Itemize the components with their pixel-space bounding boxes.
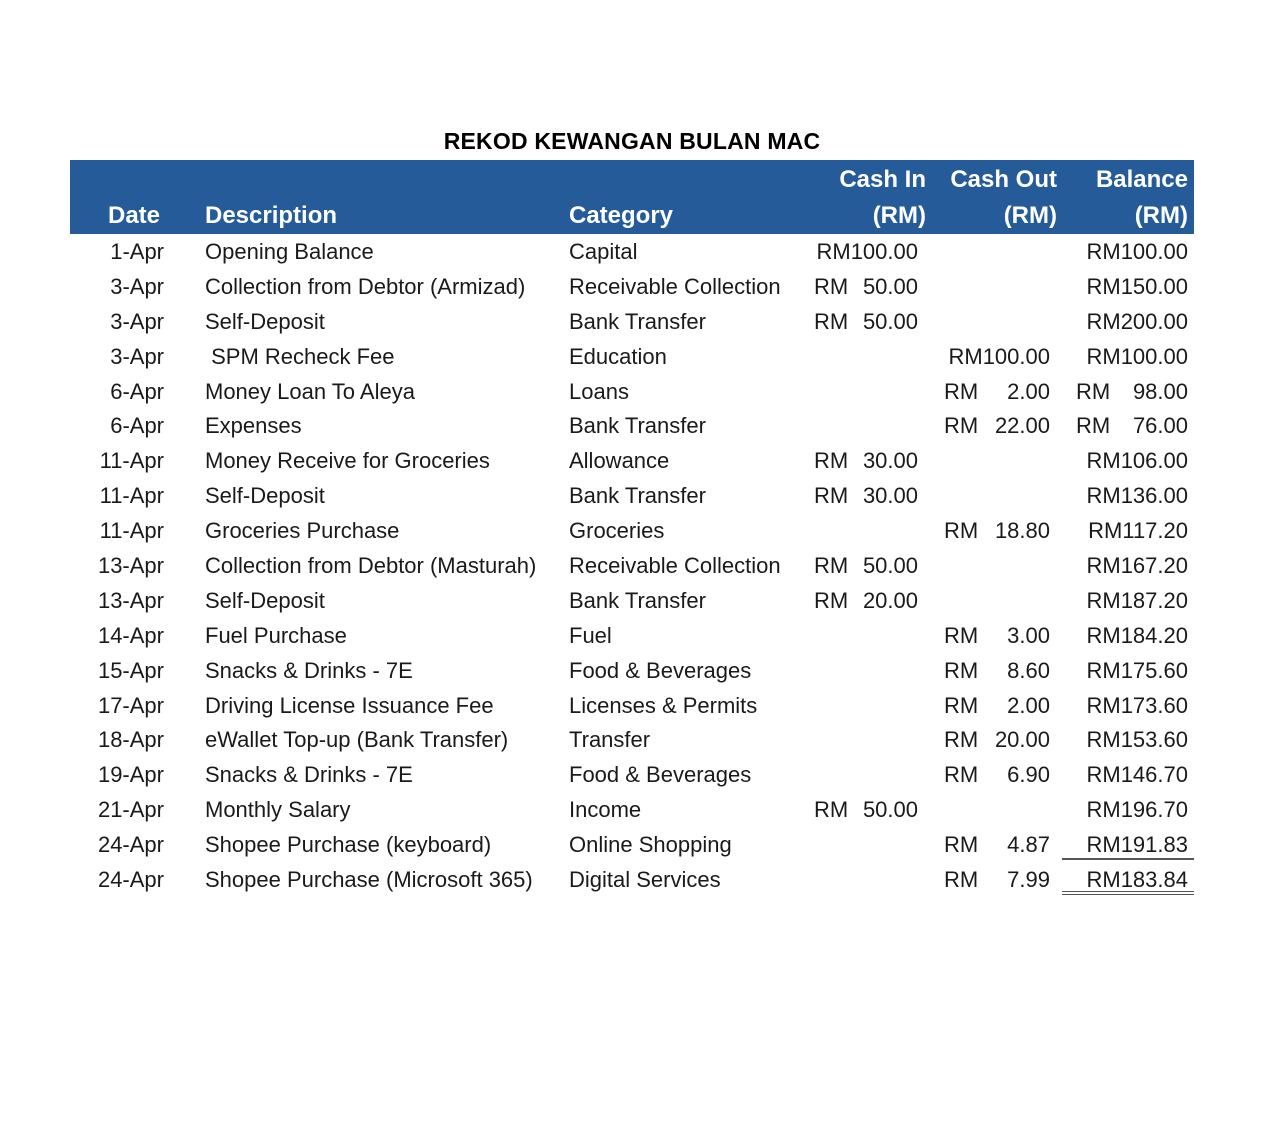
table-row[interactable]	[70, 757, 1194, 792]
cell-date[interactable]: 11-Apr	[99, 483, 164, 509]
cell-balance[interactable]: RM191.83	[1062, 827, 1194, 860]
cell-category[interactable]: Bank Transfer	[569, 587, 706, 613]
cell-category[interactable]: Education	[569, 343, 667, 369]
cell-balance[interactable]: RM175.60	[1086, 657, 1188, 683]
cell-description[interactable]: Self-Deposit	[205, 483, 325, 509]
cell-cash-out[interactable]: RM 22.00	[944, 413, 1050, 439]
cell-cash-out[interactable]: RM 18.80	[944, 518, 1050, 544]
table-row[interactable]	[70, 269, 1194, 304]
table-row[interactable]	[70, 478, 1194, 513]
cell-date[interactable]: 6-Apr	[110, 378, 164, 404]
cell-category[interactable]: Bank Transfer	[569, 308, 706, 334]
cell-category[interactable]: Bank Transfer	[569, 483, 706, 509]
cell-description[interactable]: Self-Deposit	[205, 587, 325, 613]
table-row[interactable]	[70, 513, 1194, 548]
cell-cash-in[interactable]: RM 50.00	[814, 553, 918, 579]
cell-date[interactable]: 18-Apr	[97, 727, 164, 753]
cell-cash-out[interactable]: RM 6.90	[944, 762, 1050, 788]
cell-balance[interactable]: RM 76.00	[1076, 413, 1188, 439]
cell-cash-in[interactable]: RM 50.00	[814, 797, 918, 823]
cell-balance[interactable]: RM136.00	[1086, 483, 1188, 509]
cell-date[interactable]: 14-Apr	[97, 622, 164, 648]
cell-category[interactable]: Capital	[569, 239, 638, 264]
cell-description[interactable]: Collection from Debtor (Armizad)	[205, 273, 526, 299]
cell-category[interactable]: Online Shopping	[569, 832, 732, 858]
cell-balance[interactable]: RM 98.00	[1076, 378, 1188, 404]
cell-cash-out[interactable]: RM 2.00	[944, 378, 1050, 404]
table-row[interactable]	[70, 722, 1194, 757]
cell-date[interactable]: 17-Apr	[97, 692, 164, 718]
cell-cash-in[interactable]: RM100.00	[816, 239, 918, 264]
table-row[interactable]	[70, 443, 1194, 478]
cell-category[interactable]: Receivable Collection	[569, 553, 781, 579]
cell-cash-in[interactable]: RM 30.00	[814, 483, 918, 509]
col-cash-out-header[interactable]: Cash Out	[950, 166, 1057, 193]
table-row[interactable]	[70, 304, 1194, 339]
cell-cash-out[interactable]: RM 3.00	[944, 622, 1050, 648]
table-row[interactable]	[70, 234, 1194, 269]
table-row[interactable]	[70, 827, 1194, 862]
cell-category[interactable]: Licenses & Permits	[569, 692, 758, 718]
cell-cash-in[interactable]: RM 50.00	[814, 273, 918, 299]
cell-date[interactable]: 24-Apr	[97, 867, 164, 893]
cell-date[interactable]: 6-Apr	[110, 413, 164, 439]
cell-date[interactable]: 15-Apr	[97, 657, 164, 683]
sheet-title: REKOD KEWANGAN BULAN MAC	[443, 128, 821, 154]
cell-date[interactable]: 13-Apr	[97, 587, 164, 613]
table-row[interactable]	[70, 374, 1194, 409]
table-body	[70, 234, 1194, 897]
col-category-header[interactable]: Category	[569, 202, 674, 229]
cell-description[interactable]: Opening Balance	[205, 239, 374, 264]
cell-description[interactable]: Snacks & Drinks - 7E	[205, 762, 413, 788]
cell-category[interactable]: Groceries	[569, 518, 665, 544]
table-row[interactable]	[70, 862, 1194, 897]
cell-date[interactable]: 24-Apr	[97, 832, 164, 858]
cell-category[interactable]: Income	[569, 797, 642, 823]
table-row[interactable]	[70, 792, 1194, 827]
col-cash-in-unit: (RM)	[872, 202, 926, 229]
cell-description[interactable]: Money Receive for Groceries	[205, 448, 490, 474]
cell-cash-in[interactable]: RM 50.00	[814, 308, 918, 334]
cell-description[interactable]: Monthly Salary	[205, 797, 351, 823]
cell-description[interactable]: Collection from Debtor (Masturah)	[205, 553, 537, 579]
cell-category[interactable]: Allowance	[569, 448, 670, 474]
cell-date[interactable]: 3-Apr	[110, 273, 164, 299]
table-row[interactable]	[70, 339, 1194, 374]
cell-balance[interactable]: RM106.00	[1086, 448, 1188, 474]
cell-description[interactable]: Groceries Purchase	[205, 518, 400, 544]
cell-balance[interactable]: RM150.00	[1086, 273, 1188, 299]
cell-date[interactable]: 1-Apr	[110, 239, 164, 264]
cell-description[interactable]: SPM Recheck Fee	[205, 343, 395, 369]
cell-cash-out[interactable]: RM 2.00	[944, 692, 1050, 718]
cell-category[interactable]: Fuel	[569, 622, 612, 648]
cell-date[interactable]: 19-Apr	[97, 762, 164, 788]
cell-date[interactable]: 3-Apr	[110, 343, 164, 369]
cell-description[interactable]: Self-Deposit	[205, 308, 325, 334]
table-row[interactable]	[70, 583, 1194, 618]
cell-description[interactable]: eWallet Top-up (Bank Transfer)	[205, 727, 509, 753]
cell-description[interactable]: Shopee Purchase (Microsoft 365)	[205, 867, 533, 893]
cell-balance[interactable]: RM173.60	[1086, 692, 1188, 718]
col-balance-header[interactable]: Balance	[1095, 166, 1188, 193]
cell-balance[interactable]: RM117.20	[1088, 518, 1188, 544]
col-balance-unit: (RM)	[1134, 202, 1188, 229]
table-header	[70, 160, 1194, 234]
cell-balance[interactable]: RM146.70	[1086, 762, 1188, 788]
ledger-table	[70, 160, 1194, 897]
cell-category[interactable]: Loans	[569, 378, 629, 404]
cell-balance[interactable]: RM153.60	[1086, 727, 1188, 753]
cell-balance[interactable]: RM100.00	[1086, 239, 1188, 264]
cell-cash-out[interactable]: RM 8.60	[944, 657, 1050, 683]
cell-description[interactable]: Shopee Purchase (keyboard)	[205, 832, 492, 858]
cell-date[interactable]: 11-Apr	[99, 448, 164, 474]
cell-balance[interactable]: RM187.20	[1086, 587, 1188, 613]
cell-category[interactable]: Food & Beverages	[569, 657, 752, 683]
col-cash-in-header[interactable]: Cash In	[839, 166, 926, 193]
table-row[interactable]	[70, 688, 1194, 723]
cell-description[interactable]: Fuel Purchase	[205, 622, 347, 648]
cell-description[interactable]: Driving License Issuance Fee	[205, 692, 494, 718]
cell-cash-in[interactable]: RM 30.00	[814, 448, 918, 474]
cell-cash-out[interactable]: RM 20.00	[944, 727, 1050, 753]
table-row[interactable]	[70, 408, 1194, 443]
cell-date[interactable]: 21-Apr	[97, 797, 164, 823]
col-description-header[interactable]: Description	[205, 202, 338, 229]
table-row[interactable]	[70, 618, 1194, 653]
table-row[interactable]	[70, 653, 1194, 688]
cell-category[interactable]: Bank Transfer	[569, 413, 706, 439]
cell-cash-out[interactable]: RM100.00	[948, 343, 1050, 369]
col-cash-out-unit: (RM)	[1003, 202, 1057, 229]
cell-category[interactable]: Receivable Collection	[569, 273, 781, 299]
cell-balance[interactable]: RM100.00	[1086, 343, 1188, 369]
col-date-header[interactable]: Date	[108, 202, 161, 229]
cell-cash-in[interactable]: RM 20.00	[814, 587, 918, 613]
cell-balance[interactable]: RM183.84	[1062, 862, 1194, 895]
cell-cash-out[interactable]: RM 4.87	[944, 832, 1050, 858]
cell-balance[interactable]: RM200.00	[1086, 308, 1188, 334]
cell-date[interactable]: 3-Apr	[110, 308, 164, 334]
cell-date[interactable]: 11-Apr	[99, 518, 164, 544]
cell-category[interactable]: Transfer	[569, 727, 651, 753]
cell-category[interactable]: Digital Services	[569, 867, 721, 893]
cell-date[interactable]: 13-Apr	[97, 553, 164, 579]
cell-balance[interactable]: RM167.20	[1086, 553, 1188, 579]
cell-balance[interactable]: RM184.20	[1086, 622, 1188, 648]
cell-description[interactable]: Snacks & Drinks - 7E	[205, 657, 413, 683]
table-row[interactable]	[70, 548, 1194, 583]
cell-description[interactable]: Money Loan To Aleya	[205, 378, 415, 404]
cell-description[interactable]: Expenses	[205, 413, 302, 439]
cell-balance[interactable]: RM196.70	[1086, 797, 1188, 823]
cell-category[interactable]: Food & Beverages	[569, 762, 752, 788]
cell-cash-out[interactable]: RM 7.99	[944, 867, 1050, 893]
